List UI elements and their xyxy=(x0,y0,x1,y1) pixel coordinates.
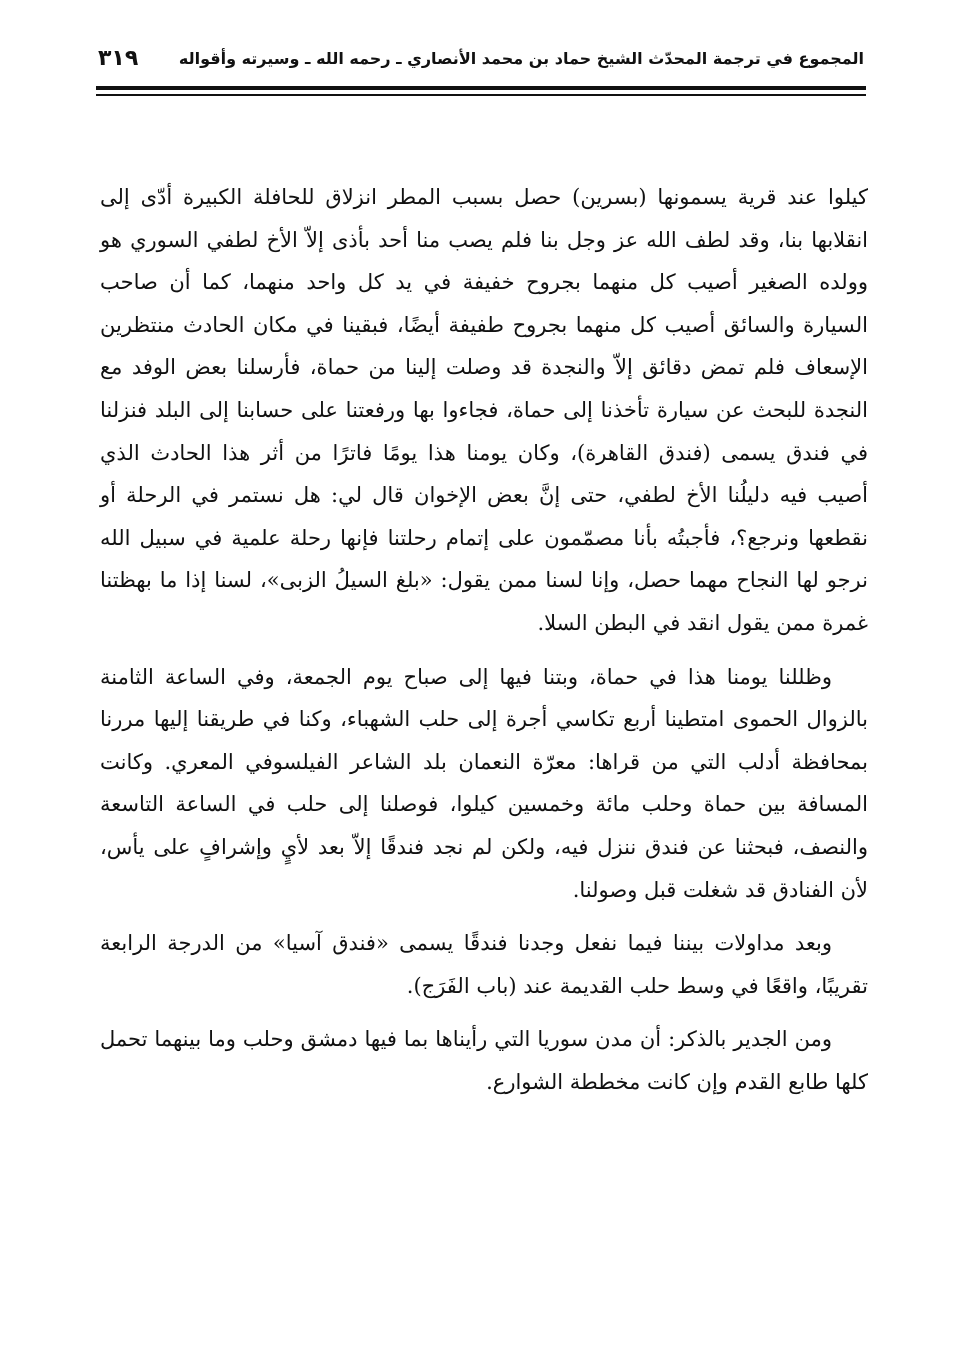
paragraph-2: وظللنا يومنا هذا في حماة، وبتنا فيها إلى صباح يوم الجمعة، وفي الساعة الثامنة بالزوال الحموى امتطينا أربع تكاسي أجرة إلى حلب الشهباء، وكنا في طريقنا إليها مررنا بمحافظة أدلب التي من قراها: معرّة النعمان بلد الشاعر الفيلسوفي المعري. وكانت المسافة بين حماة وحلب مائة وخمسين كيلوا، فوصلنا إلى حلب في الساعة التاسعة والنصف، فبحثنا عن فندق ننزل فيه، ولكن لم نجد فندقًا إلاّ بعد لأيٍ وإشرافٍ على يأس، لأن الفنادق قد شغلت قبل وصولنا. xyxy=(100,664,868,902)
page-header xyxy=(98,40,864,76)
running-title: المجموع في ترجمة المحدّث الشيخ حماد بن محمد الأنصاري ـ رحمه الله ـ وسيرته وأقواله xyxy=(178,48,864,68)
page-number: ٣١٩ xyxy=(98,45,139,71)
body-text xyxy=(100,176,868,1103)
paragraph-1: كيلوا عند قرية يسمونها (بسرين) حصل بسبب المطر انزلاق للحافلة الكبيرة أدّى إلى انقلابها بنا، وقد لطف الله عز وجل بنا فلم يصب منا أحد بأذى إلاّ الأخ لطفي السوري هو وولده الصغير أصيب كل منهما بجروح خفيفة في يد كل واحد منهما، كما أن صاحب السيارة والسائق أصيب كل منهما بجروح طفيفة أيضًا، فبقينا في مكان الحادث منتظرين الإسعاف فلم تمض دقائق إلاّ والنجدة قد وصلت إلينا من حماة، فأرسلنا بعض الوفد مع النجدة للبحث عن سيارة تأخذنا إلى حماة، فجاءوا بها ورفعتنا على حسابنا إلى البلد فنزلنا في فندق يسمى (فندق القاهرة)، وكان يومنا هذا يومًا فاترًا من أثر هذا الحادث الذي أصيب فيه دليلُنا الأخ لطفي، حتى إنَّ بعض الإخوان قال لي: هل نستمر في الرحلة أو نقطعها ونرجع؟، فأجبتُه بأنا مصمّمون على إتمام رحلتنا فإنها رحلة علمية في سبيل الله نرجو لها النجاح مهما حصل، وإنا لسنا ممن يقول: «بلغ السيلُ الزبى»، لسنا إذا ما بهظتنا غمرة ممن يقول انقد في البطن السلا. xyxy=(100,185,868,635)
paragraph-3: وبعد مداولات بيننا فيما نفعل وجدنا فندقًا يسمى «فندق آسيا» من الدرجة الرابعة تقريبًا، واقعًا في وسط حلب القديمة عند (باب الفَرَج). xyxy=(100,931,868,998)
paragraph-4: ومن الجدير بالذكر: أن مدن سوريا التي رأيناها بما فيها دمشق وحلب وما بينهما تحمل كلها طابع القدم وإن كانت مخططة الشوارع. xyxy=(100,1027,868,1094)
header-rule-thick xyxy=(96,86,866,90)
header-rule-thin xyxy=(96,94,866,96)
